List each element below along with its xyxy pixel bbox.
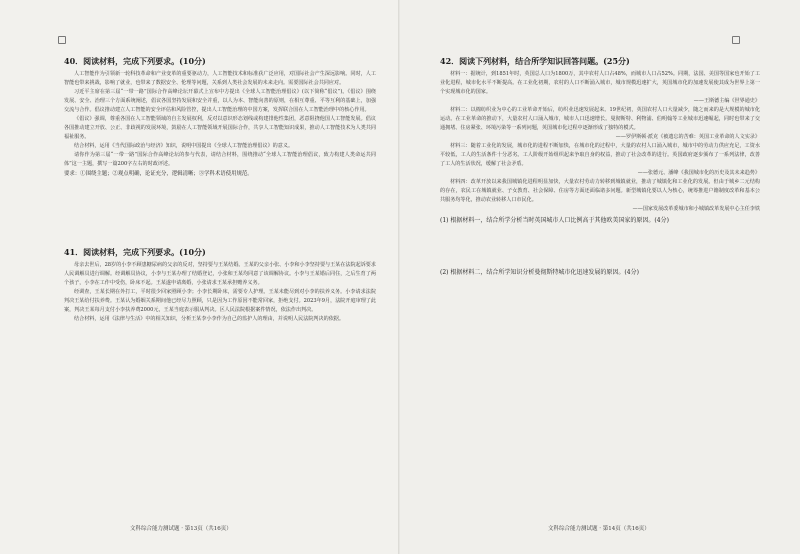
q40-paragraph-1: 人工智能作为引领新一轮科技革命和产业变革的重要驱动力，人工智能技术和标准获广泛应用，对国际社会产生深远影响。同时，人工智能也带来挑战，影响了就业，也带来了数据安全、伦理等问题，关系到人类社会发展的未来走向。需要国际社会共同应对。 bbox=[64, 71, 376, 86]
q42-source-1: ——王斯德主编《世界通史》 bbox=[693, 98, 760, 104]
right-page-footer: 文科综合能力测试题 · 第14页（共16页） bbox=[548, 526, 650, 532]
q42-material-4: 材料四：改革开放以来我国城镇化进程明显加快，大量农村劳动力转移到城镇就业，推动了城镇化和工业化的发展。但由于城乡二元结构的存在，农民工在城镇就业、子女教育、社会保障、住房等方面还面临诸多问题。新型城镇化要以人为核心，统筹推进户籍制度改革和基本公共服务均等化，推动农业转移人口市民化。 bbox=[440, 179, 760, 203]
q42-source-4: ——国家发展改革委城市和小城镇改革发展中心主任李铁 bbox=[632, 206, 760, 212]
q42-material-1: 材料一：据统计，到1851年时，英国总人口为1800万，其中农村人口占48%，而城市人口占52%。同期，法国、美国等国家也开始了工业化进程，城市化水平不断提高。在工业化初期，农村的人口不断涌入城市，城市规模迅速扩大，英国城市化的加速发展使其成为世界上第一个实现城市化的国家。 bbox=[440, 71, 760, 95]
registration-mark bbox=[58, 36, 66, 44]
question-42-title: 42．阅读下列材料，结合所学知识回答问题。(25分) bbox=[440, 56, 630, 66]
answer-space bbox=[64, 179, 376, 241]
answer-space bbox=[440, 226, 760, 266]
question-41-title: 41．阅读材料，完成下列要求。(10分) bbox=[64, 247, 206, 257]
question-40-title: 40．阅读材料，完成下列要求。(10分) bbox=[64, 56, 206, 66]
q41-paragraph-2: 经调查，王某长期在外打工，平时很少回家照顾小李；小李长期卧床，需要专人护理。王某未能尽到对小李的扶养义务。小李请求法院判决王某给付扶养费。王某认为婚姻关系期间他已经尽力照顾，只是因为工作原因不能常回家，拒绝支付。2023年9月，法院开庭审理了此案，判决王某每月支付小李扶养费2000元，王某当庭表示服从判决。区人民法院根据案件情况，依法作出判决。 bbox=[64, 289, 376, 313]
q40-paragraph-2: 习近平主席在第三届“一带一路”国际合作高峰论坛开幕式上宣布中方提出《全球人工智能治理倡议》(以下简称“倡议”)。《倡议》围绕发展、安全、治理三个方面系统阐述，倡议各国坚持发展和安全并重，以人为本、智能向善的原则，在相互尊重、平等互利的基础上，加强交流与合作。倡议推动建立人工智能的安全评估和风险管控，提出人工智能治理的中国方案，发挥联合国在人工智能治理中的核心作用。 bbox=[64, 89, 376, 113]
right-page bbox=[400, 0, 800, 554]
q40-sub-question: 请你作为第三届“一带一路”国际合作高峰论坛的参与代表，请结合材料，围绕推动“全球人工智能治理倡议，致力构建人类命运共同体”这一主题，撰写一篇200字左右的时政评述。 bbox=[64, 152, 376, 167]
q42-material-2: 材料二：以棉纺织业为中心的工业革命开始后，纺织业迅速发展起来。19世纪初，英国农村人口大量减少，随之而来的是大规模的城市化运动。在工业革命的推动下，大量农村人口涌入城市，城市人口迅速增长。曼彻斯特、利物浦、伯明翰等工业城市迅速崛起，同时也带来了交通拥堵、住房紧张、环境污染等一系列问题，英国城市化过程中逐渐形成了独特的模式。 bbox=[440, 107, 760, 131]
left-page-footer: 文科综合能力测试题 · 第13页（共16页） bbox=[130, 526, 232, 532]
q40-paragraph-4: 结合材料，运用《当代国际政治与经济》知识，说明中国提出《全球人工智能治理倡议》的意义。 bbox=[74, 143, 294, 149]
registration-mark bbox=[732, 36, 740, 44]
q40-paragraph-3: 《倡议》强调，尊重各国在人工智能领域的自主发展权利，反对以意识形态划线或构建排他性集团，恶意阻挠他国人工智能发展。倡议各国推动建立开放、公正、非歧视的发展环境，鼓励在人工智能领域开展国际合作，共享人工智能知识成果，推动人工智能技术为人类共同福祉服务。 bbox=[64, 116, 376, 140]
q42-sub-question-1: (1) 根据材料一，结合所学分析当时英国城市人口比例高于其他欧美国家的原因。(4分) bbox=[440, 217, 669, 224]
q42-source-2: ——罗伊斯顿·派克《被遗忘的苦难：英国工业革命的人文实录》 bbox=[615, 134, 760, 140]
q42-sub-question-2: (2) 根据材料二，结合所学知识分析曼彻斯特城市化迅速发展的原因。(4分) bbox=[440, 269, 639, 276]
q42-source-3: ——张德元、潘峰《我国城市化的历史及其未来趋势》 bbox=[637, 170, 760, 176]
q41-paragraph-3: 结合材料，运用《法律与生活》中的相关知识，分析王某李小李作为自己的监护人的理由，并说明人民法院判决的依据。 bbox=[74, 316, 344, 322]
q40-requirements: 要求：①围绕主题；②观点明确，论证充分，逻辑清晰；③学科术语使用规范。 bbox=[64, 171, 253, 177]
q41-paragraph-1: 母亲去世后，28岁的小李不顾患糖尿病的父亲的反对，坚持要与王某结婚。王某的父亲小张、小李和小李坚持要与王某在法院起诉要求人民调解员进行调解。经调解员协议，小李与王某办理了结婚登记，小张和王某均同意了该调解协议。小李与王某婚后同住，之后生育了两个孩子，小李在工作中受伤，卧床不起。王某遂申请离婚，小张请求王某承担赡养义务。 bbox=[64, 262, 376, 286]
q42-material-3: 材料三：随着工业化的发展，城市化的进程不断加快，在城市化的过程中，大量的农村人口涌入城市，城市中的劳动力供应充足，工资水平较低，工人的生活条件十分恶劣。工人阶级开始组织起来争取自身的权益，推动了社会改革的进行。英国政府逐步颁布了一系列法律，改善了工人的生活状况，缓解了社会矛盾。 bbox=[440, 143, 760, 167]
